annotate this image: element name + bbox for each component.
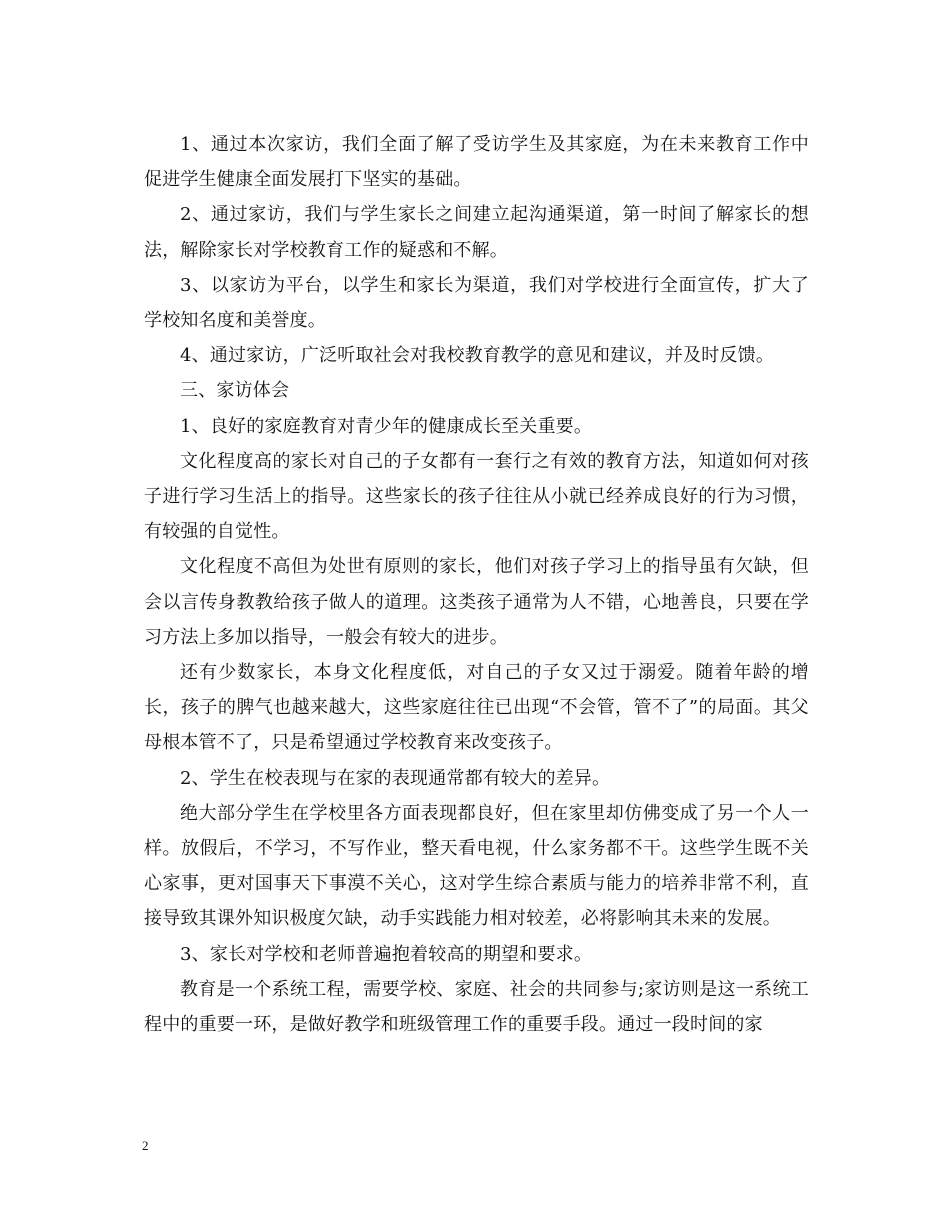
paragraph-5: 文化程度高的家长对自己的子女都有一套行之有效的教育方法，知道如何对孩子进行学习生活上的指导。这些家长的孩子往往从小就已经养成良好的行为习惯，有较强的自觉性。	[144, 450, 809, 543]
paragraph-3: 3、以家访为平台，以学生和家长为渠道，我们对学校进行全面宣传，扩大了学校知名度和美誉度。	[144, 274, 809, 332]
paragraph-8: 绝大部分学生在学校里各方面表现都良好，但在家里却仿佛变成了另一个人一样。放假后，不学习，不写作业，整天看电视，什么家务都不干。这些学生既不关心家事，更对国事天下事漠不关心，这对学生综合素质与能力的培养非常不利，直接导致其课外知识极度欠缺，动手实践能力相对较差，必将影响其未来的发展。	[144, 802, 809, 930]
paragraph-9: 教育是一个系统工程，需要学校、家庭、社会的共同参与;家访则是这一系统工程中的重要一环，是做好教学和班级管理工作的重要手段。通过一段时间的家	[144, 978, 809, 1036]
subheading-2: 2、学生在校表现与在家的表现通常都有较大的差异。	[180, 767, 611, 789]
subheading-3: 3、家长对学校和老师普遍抱着较高的期望和要求。	[180, 943, 593, 965]
paragraph-6: 文化程度不高但为处世有原则的家长，他们对孩子学习上的指导虽有欠缺，但会以言传身教教给孩子做人的道理。这类孩子通常为人不错，心地善良，只要在学习方法上多加以指导，一般会有较大的进步。	[144, 556, 809, 648]
section-heading-3: 三、家访体会	[180, 380, 290, 402]
document-body	[144, 127, 809, 1042]
subheading-1: 1、良好的家庭教育对青少年的健康成长至关重要。	[180, 415, 593, 437]
paragraph-1: 1、通过本次家访，我们全面了解了受访学生及其家庭，为在未来教育工作中促进学生健康全面发展打下坚实的基础。	[144, 134, 809, 191]
paragraph-4: 4、通过家访，广泛听取社会对我校教育教学的意见和建议，并及时反馈。	[180, 345, 775, 367]
paragraph-2: 2、通过家访，我们与学生家长之间建立起沟通渠道，第一时间了解家长的想法，解除家长对学校教育工作的疑惑和不解。	[144, 204, 809, 261]
page-number: 2	[142, 1138, 149, 1153]
paragraph-7: 还有少数家长，本身文化程度低，对自己的子女又过于溺爱。随着年龄的增长，孩子的脾气也越来越大，这些家庭往往已出现“不会管，管不了”的局面。其父母根本管不了，只是希望通过学校教育来改变孩子。	[144, 662, 809, 754]
